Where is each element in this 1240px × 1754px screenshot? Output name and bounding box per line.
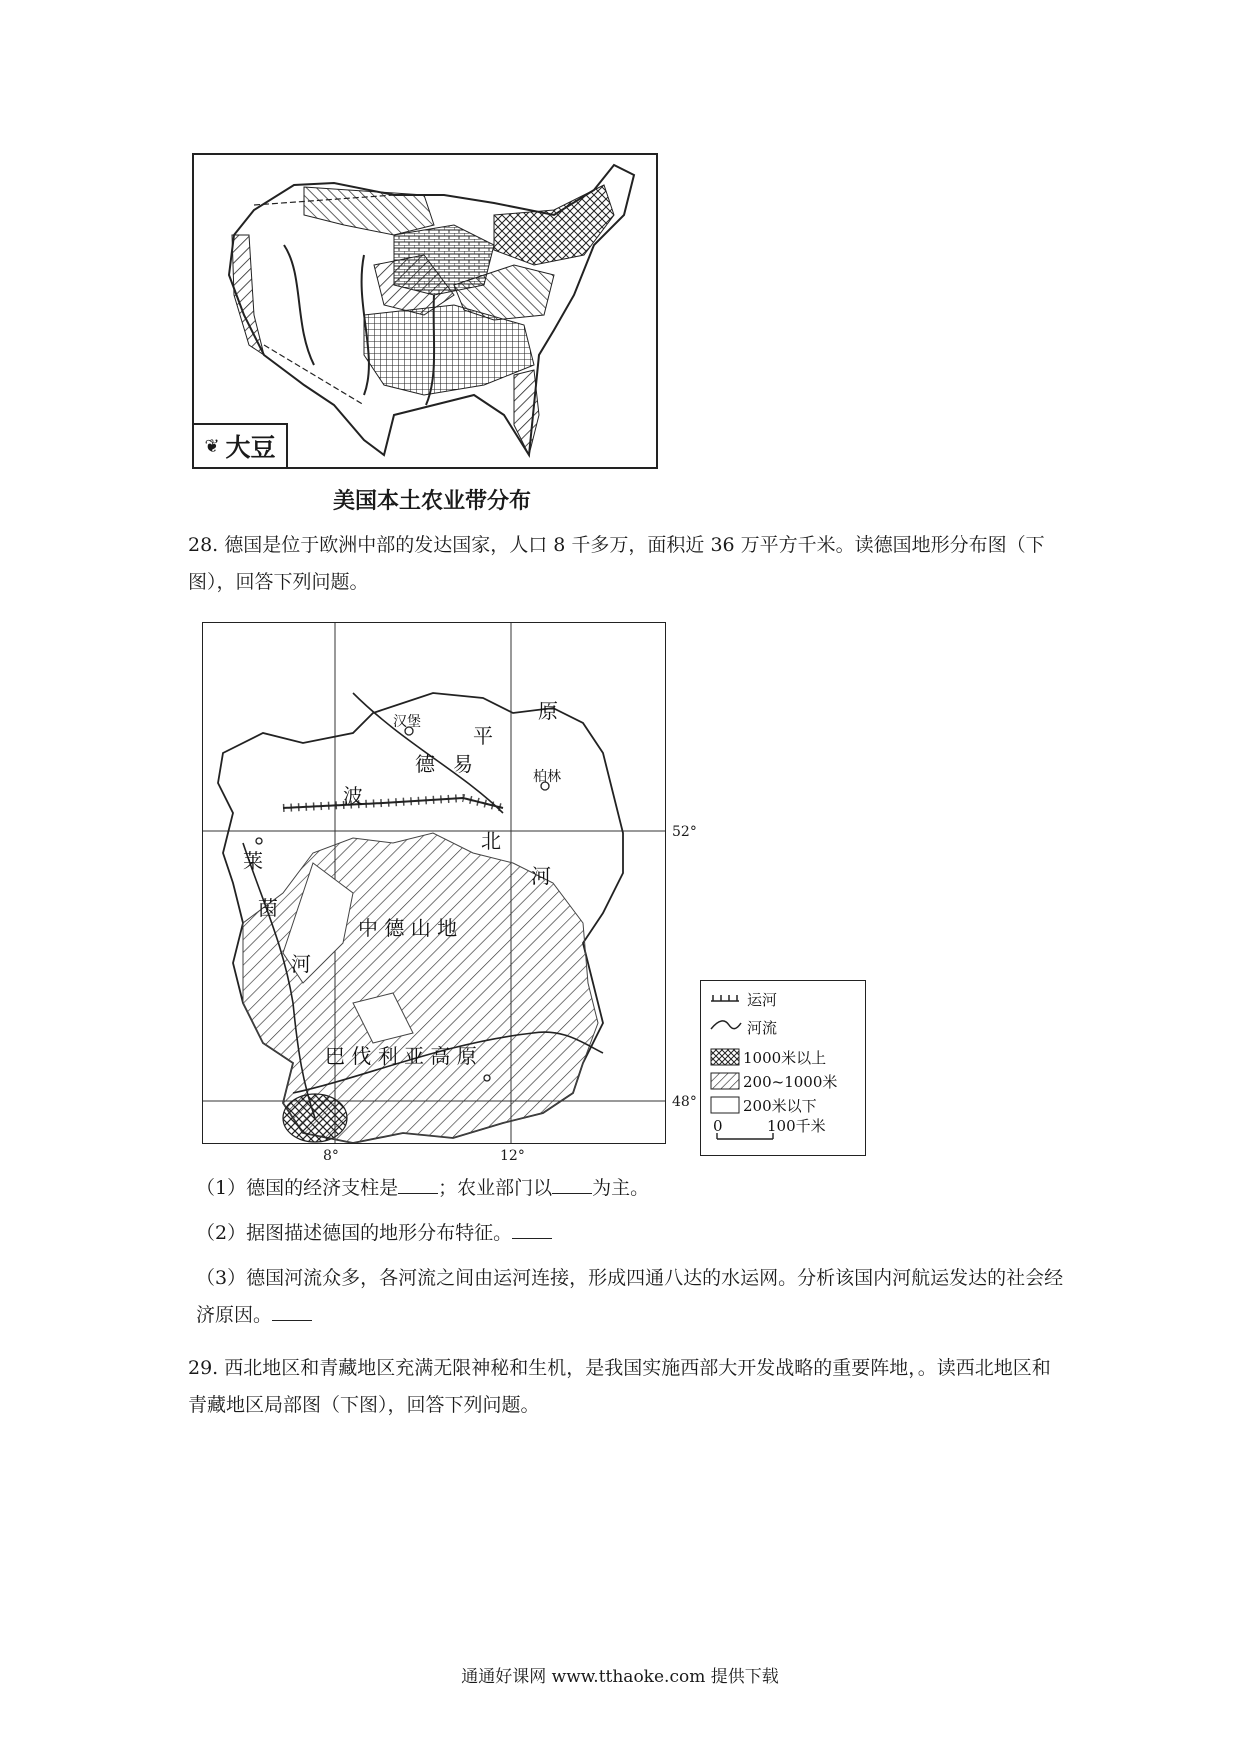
usa-agriculture-map xyxy=(192,153,658,469)
q28-sub3-text: （3）德国河流众多，各河流之间由运河连接，形成四通八达的水运网。分析该国内河航运发达的社会经济原因。 xyxy=(196,1267,1064,1326)
q29-intro: 29. 西北地区和青藏地区充满无限神秘和生机，是我国实施西部大开发战略的重要阵地，。读西北地区和青藏地区局部图（下图），回答下列问题。 xyxy=(188,1357,1051,1416)
soybean-icon: ❦ xyxy=(204,435,220,457)
page-footer: 通通好课网 www.tthaoke.com 提供下载 xyxy=(461,1667,779,1687)
label-hamburg: 汉堡 xyxy=(393,714,421,730)
legend-river: 河流 xyxy=(747,1019,778,1037)
q28-sub1-text-c: 为主。 xyxy=(592,1177,650,1199)
germany-map-legend xyxy=(700,980,866,1156)
usa-map-drawing xyxy=(194,155,656,467)
lat-52-label: 52° xyxy=(672,824,697,840)
usa-map-caption: 美国本土农业带分布 xyxy=(333,489,532,514)
q28-sub2 xyxy=(196,1215,1076,1252)
lon-8-label: 8° xyxy=(323,1148,339,1164)
soybean-legend-label: 大豆 xyxy=(225,433,276,462)
label-plain-2: 平 xyxy=(473,724,493,748)
lat-48-label: 48° xyxy=(672,1094,697,1110)
label-rhine-2: 茵 xyxy=(258,896,278,920)
q28-sub2-blank[interactable] xyxy=(512,1220,552,1239)
label-plain-3: 德 xyxy=(415,752,435,776)
label-plain-1: 原 xyxy=(538,699,558,723)
legend-drawing xyxy=(701,981,865,1155)
germany-terrain-map xyxy=(202,622,666,1144)
label-plain-5: 波 xyxy=(343,784,363,808)
label-plain-6: 北 xyxy=(481,829,501,853)
q28-sub1 xyxy=(196,1170,1076,1207)
q28-sub1-blank-2[interactable] xyxy=(552,1175,592,1194)
legend-above-1000: 1000米以上 xyxy=(743,1049,827,1067)
label-berlin: 柏林 xyxy=(533,769,561,785)
label-bavaria: 巴 伐 利 亚 高 原 xyxy=(325,1044,477,1068)
label-plain-4: 易 xyxy=(453,752,473,776)
q28-sub1-blank-1[interactable] xyxy=(398,1175,438,1194)
q28-sub1-text-a: （1）德国的经济支柱是 xyxy=(196,1177,399,1199)
legend-below-200: 200米以下 xyxy=(743,1097,817,1115)
legend-scale-100: 100千米 xyxy=(767,1117,826,1135)
q28-intro: 28. 德国是位于欧洲中部的发达国家，人口 8 千多万，面积近 36 万平方千米。读德国地形分布图（下图），回答下列问题。 xyxy=(188,534,1045,593)
q28-sub2-text: （2）据图描述德国的地形分布特征。 xyxy=(196,1222,513,1244)
label-rhine-3: 河 xyxy=(291,952,311,976)
q28-sub3-blank[interactable] xyxy=(272,1302,312,1321)
label-rhine-1: 莱 xyxy=(243,849,263,873)
label-plain-7: 河 xyxy=(531,864,551,888)
legend-mid: 200~1000米 xyxy=(743,1073,838,1091)
q28-sub1-text-b: ；农业部门以 xyxy=(438,1177,553,1199)
legend-scale-0: 0 xyxy=(713,1117,723,1135)
soybean-legend xyxy=(194,423,288,467)
label-upland: 中 德 山 地 xyxy=(358,916,458,940)
lon-12-label: 12° xyxy=(500,1148,525,1164)
legend-canal: 运河 xyxy=(747,991,778,1009)
germany-map-drawing xyxy=(203,623,665,1143)
q28-sub3 xyxy=(196,1260,1076,1334)
